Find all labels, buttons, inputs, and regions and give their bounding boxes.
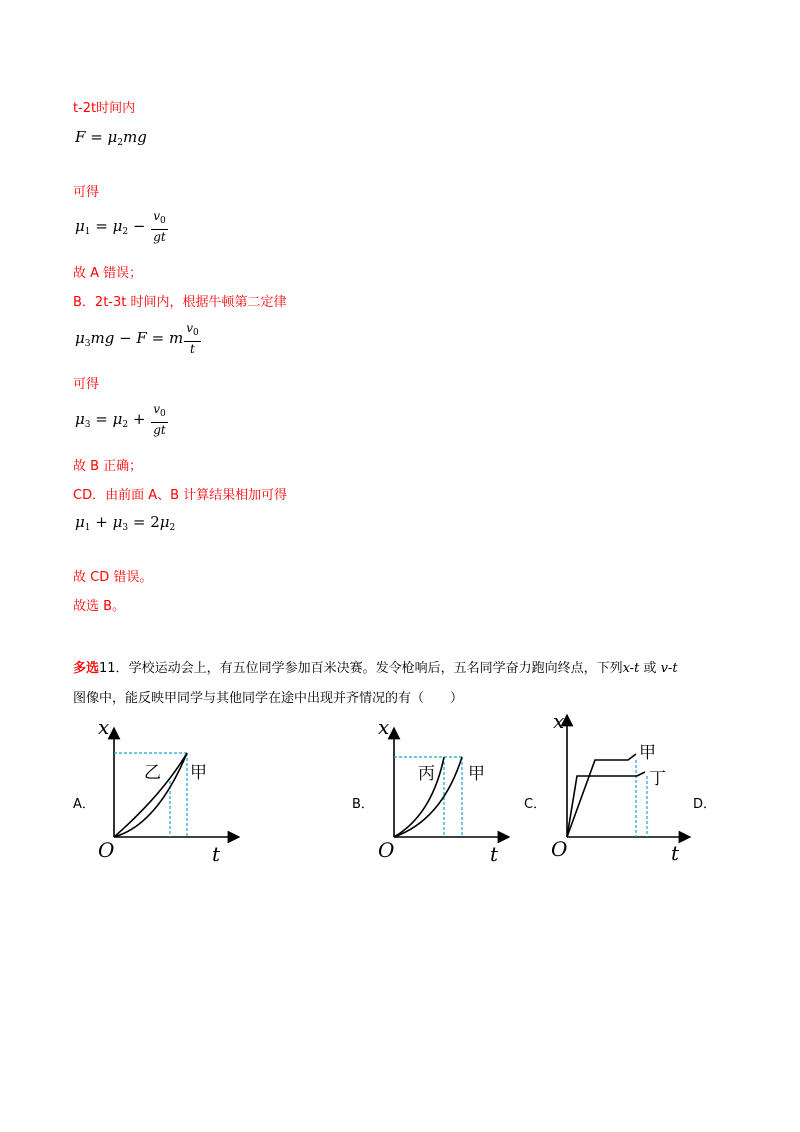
option-a-label[interactable]: A． bbox=[73, 797, 95, 812]
graph-b-origin: O bbox=[378, 838, 395, 862]
graph-b bbox=[372, 715, 522, 865]
graph-c-origin: O bbox=[551, 837, 568, 861]
solution-line-cd: CD．由前面 A、B 计算结果相加可得 bbox=[73, 488, 288, 503]
solution-conclusion-cd: 故 CD 错误。 bbox=[73, 570, 153, 585]
solution-kede-2: 可得 bbox=[73, 377, 100, 392]
formula-mu1: $\mu_1 = \mu_2$ − $\frac{v_0}{gt}$ bbox=[75, 209, 166, 244]
formula-mu1-plus-mu3: $\mu_1 + \mu_3 = 2\mu_2$ bbox=[75, 513, 176, 533]
solution-conclusion-b: 故 B 正确； bbox=[73, 459, 143, 474]
formula-mu3: $\mu_3 = \mu_2$ + $\frac{v_0}{gt}$ bbox=[75, 402, 166, 437]
graph-a-label-yi: 乙 bbox=[144, 763, 161, 783]
graph-c-line-jia bbox=[567, 754, 636, 837]
graph-c-y-label: x bbox=[553, 710, 565, 733]
option-c-label[interactable]: C． bbox=[524, 797, 547, 812]
question-number: 11． bbox=[99, 661, 129, 676]
graph-a-origin: O bbox=[98, 838, 115, 862]
formula-mu3mg-minus-f: $\mu_3mg - F = m$ $\frac{v_0}{t}$ bbox=[75, 321, 199, 356]
question-line-1: 多选11．学校运动会上，有五位同学参加百米决赛。发令枪响后，五名同学奋力跑向终点，下列x-t 或 v-t bbox=[73, 661, 678, 676]
solution-line-b: B．2t-3t 时间内，根据牛顿第二定律 bbox=[73, 295, 287, 310]
graph-c-label-jia: 甲 bbox=[639, 743, 656, 763]
graph-c bbox=[545, 710, 695, 865]
solution-kede-1: 可得 bbox=[73, 185, 100, 200]
graph-b-y-label: x bbox=[378, 715, 390, 739]
option-b-label[interactable]: B． bbox=[352, 797, 374, 812]
graph-b-label-bing: 丙 bbox=[418, 764, 435, 784]
formula-f-equals-mu2mg: $F = \mu_2mg$ bbox=[75, 128, 147, 148]
solution-final-answer: 故选 B。 bbox=[73, 599, 126, 614]
question-tag: 多选 bbox=[73, 661, 100, 676]
solution-line-t-2t: t-2t时间内 bbox=[73, 101, 136, 116]
graph-c-x-label: t bbox=[671, 841, 680, 865]
graph-a-label-jia: 甲 bbox=[190, 763, 207, 783]
option-d-label[interactable]: D． bbox=[693, 797, 717, 812]
graph-b-label-jia: 甲 bbox=[468, 764, 485, 784]
graph-b-x-label: t bbox=[490, 842, 499, 865]
graph-a-x-label: t bbox=[212, 842, 221, 865]
question-line-2: 图像中，能反映甲同学与其他同学在途中出现并齐情况的有（ ） bbox=[73, 691, 464, 706]
graph-a bbox=[92, 715, 252, 865]
graph-a-y-label: x bbox=[98, 715, 110, 739]
graph-c-label-ding: 丁 bbox=[649, 769, 666, 789]
solution-conclusion-a: 故 A 错误； bbox=[73, 266, 143, 281]
